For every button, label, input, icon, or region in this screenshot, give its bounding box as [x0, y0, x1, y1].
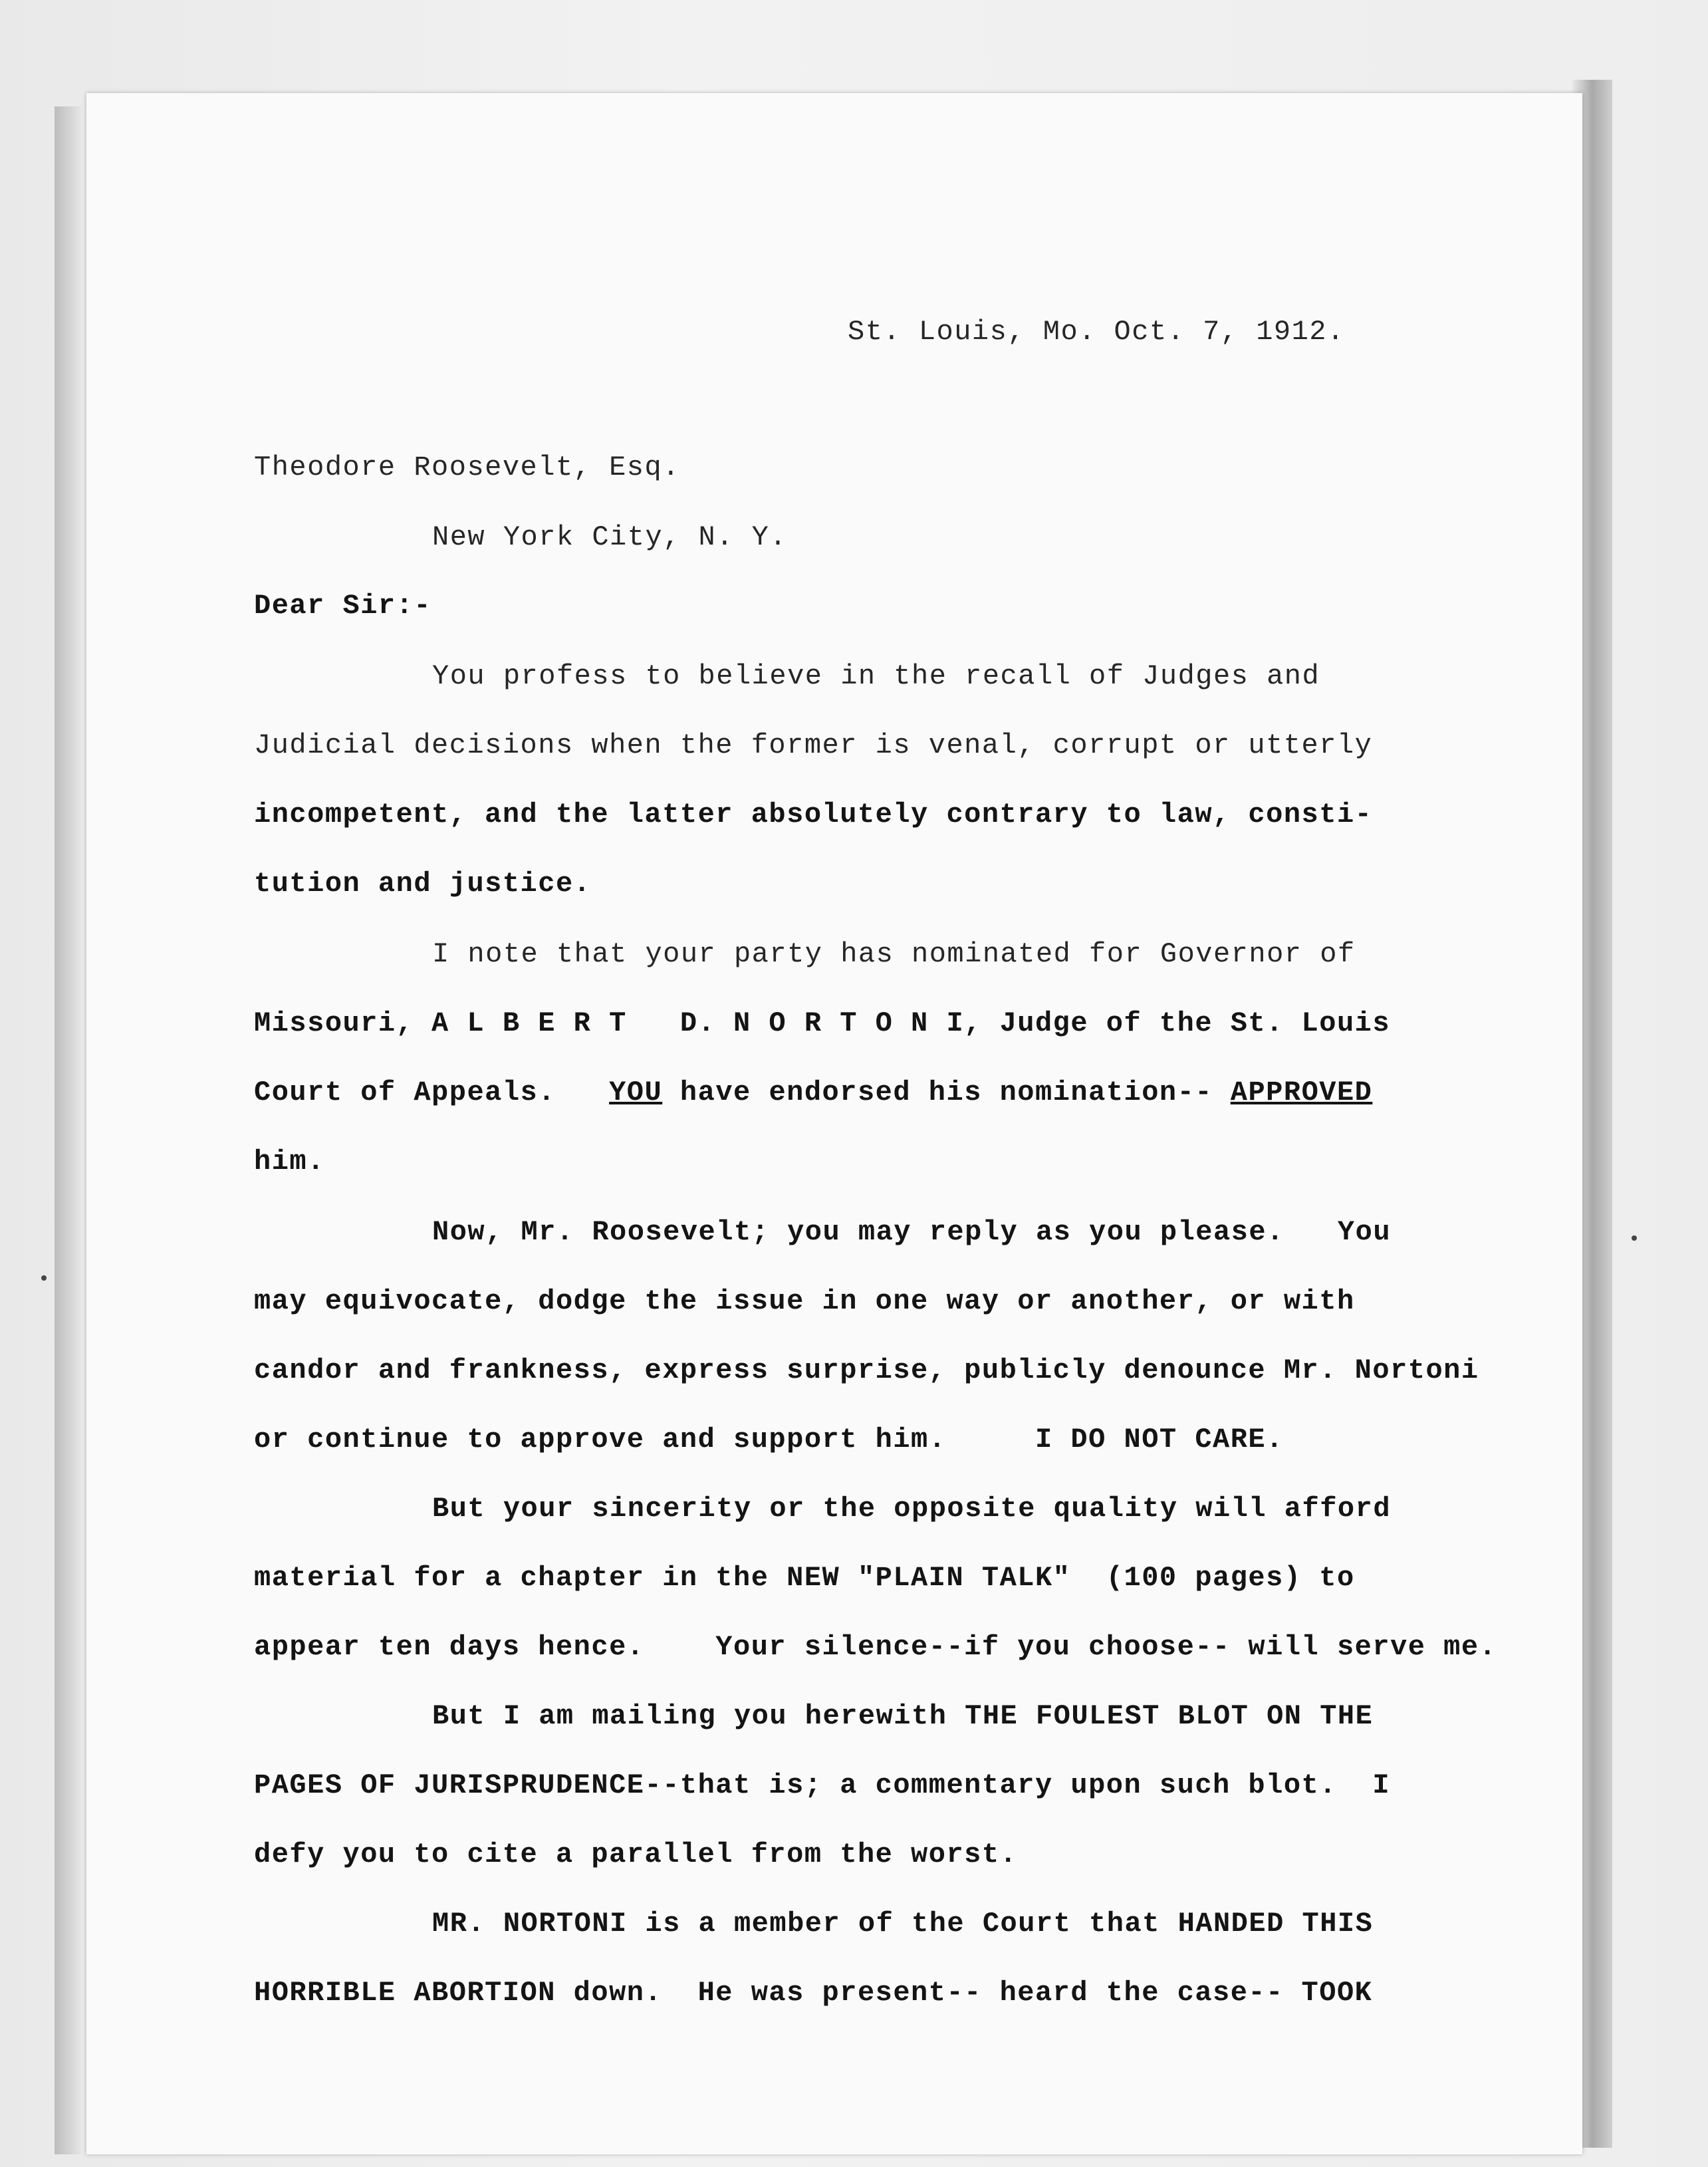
letter-page	[86, 93, 1582, 2154]
body-line: may equivocate, dodge the issue in one way or another, or with	[254, 1285, 1355, 1317]
body-line: incompetent, and the latter absolutely contrary to law, consti-	[254, 799, 1373, 830]
body-line: MR. NORTONI is a member of the Court that HANDED THIS	[432, 1908, 1374, 1940]
body-line: But I am mailing you herewith THE FOULEST BLOT ON THE	[432, 1700, 1374, 1732]
body-line: or continue to approve and support him. I DO NOT CARE.	[254, 1424, 1284, 1456]
text-run: Court of Appeals.	[254, 1077, 610, 1108]
body-line: Missouri, A L B E R T D. N O R T O N I, Judge of the St. Louis	[254, 1007, 1391, 1039]
body-line: PAGES OF JURISPRUDENCE--that is; a commentary upon such blot. I	[254, 1769, 1391, 1801]
salutation: Dear Sir:-	[254, 590, 432, 622]
page-stack-left-edge	[55, 106, 81, 2154]
body-line: defy you to cite a parallel from the worst.	[254, 1839, 1018, 1870]
body-line	[254, 1079, 1372, 1106]
addressee-name: Theodore Roosevelt, Esq.	[254, 451, 680, 483]
dateline: St. Louis, Mo. Oct. 7, 1912.	[848, 316, 1345, 348]
body-line: You profess to believe in the recall of Judges and	[432, 660, 1320, 692]
body-line: Now, Mr. Roosevelt; you may reply as you please. You	[432, 1216, 1392, 1248]
body-line: material for a chapter in the NEW "PLAIN TALK" (100 pages) to	[254, 1562, 1355, 1594]
body-line: tution and justice.	[254, 868, 592, 900]
emphasis-you: YOU	[609, 1077, 663, 1108]
text-run: have endorsed his nomination--	[662, 1077, 1231, 1108]
body-line: I note that your party has nominated for Governor of	[432, 938, 1356, 970]
addressee-city: New York City, N. Y.	[432, 521, 788, 553]
emphasis-approved: APPROVED	[1230, 1077, 1373, 1108]
body-line: candor and frankness, express surprise, publicly denounce Mr. Nortoni	[254, 1354, 1479, 1386]
body-line: But your sincerity or the opposite quality will afford	[432, 1493, 1392, 1525]
dust-speck	[1632, 1235, 1637, 1241]
body-line: appear ten days hence. Your silence--if you choose-- will serve me.	[254, 1631, 1497, 1663]
dust-speck	[41, 1275, 47, 1281]
body-line: HORRIBLE ABORTION down. He was present-- heard the case-- TOOK	[254, 1977, 1373, 2009]
body-line: him.	[254, 1146, 325, 1178]
body-line: Judicial decisions when the former is venal, corrupt or utterly	[254, 729, 1373, 761]
